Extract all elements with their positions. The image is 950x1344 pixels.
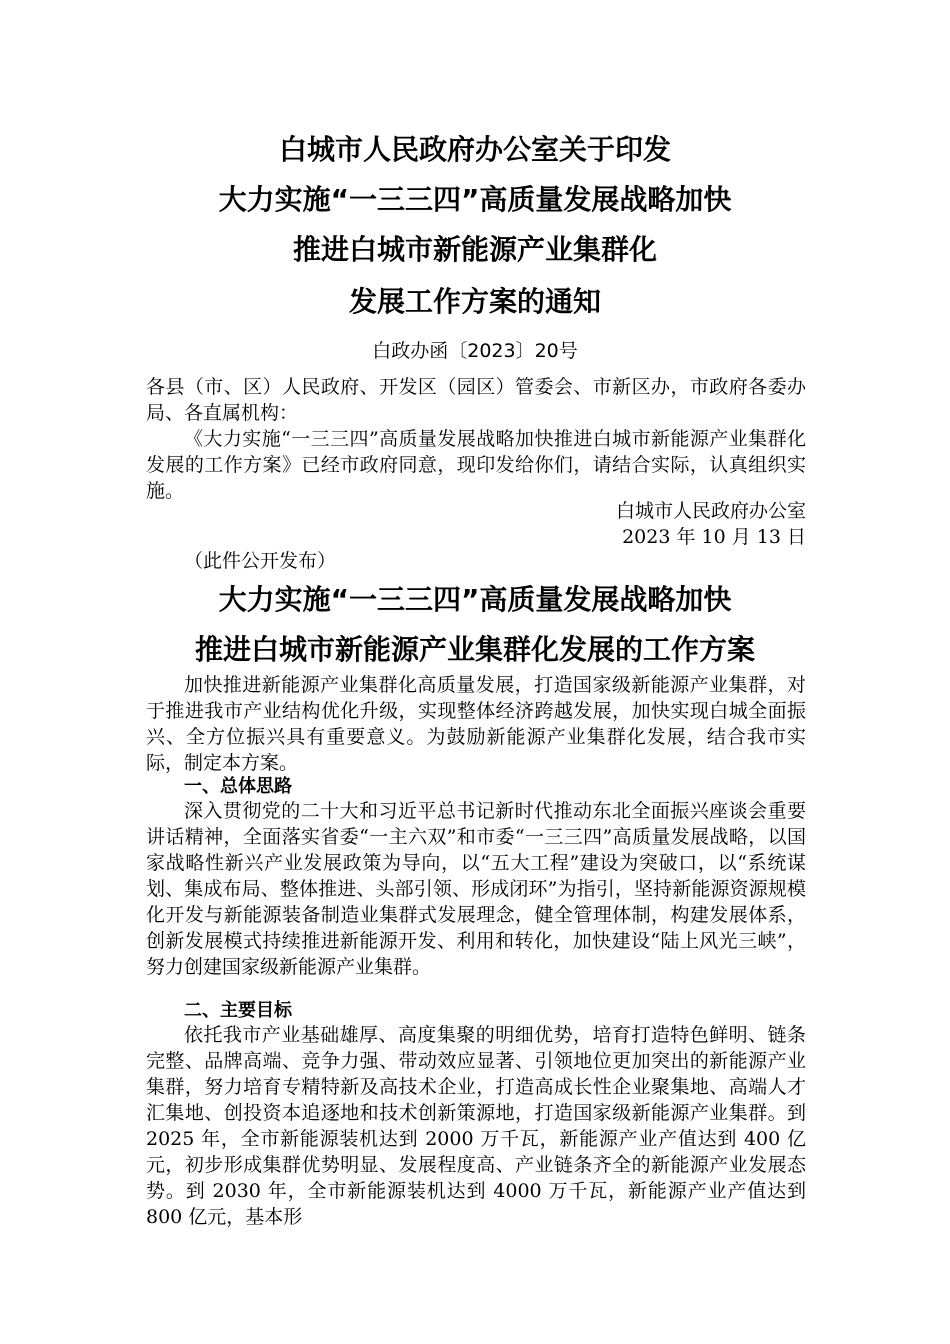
plan-title-line-2: 推进白城市新能源产业集群化发展的工作方案 — [194, 633, 755, 666]
notice-title-line-1: 白城市人民政府办公室关于印发 — [278, 133, 671, 166]
notice-title-line-2: 大力实施“一三三四”高质量发展战略加快 — [218, 183, 732, 216]
issue-date: 2023 年 10 月 13 日 — [622, 526, 806, 548]
section-heading-overall-approach: 一、总体思路 — [184, 776, 292, 797]
plan-title-line-1: 大力实施“一三三四”高质量发展战略加快 — [218, 583, 732, 616]
public-release-note: （此件公开发布） — [184, 550, 337, 572]
notice-title-line-3: 推进白城市新能源产业集群化 — [292, 233, 657, 266]
plan-intro-paragraph: 加快推进新能源产业集群化高质量发展，打造国家级新能源产业集群，对于推进我市产业结构优化升级，实现整体经济跨越发展，加快实现白城全面振兴、全方位振兴具有重要意义。为鼓励新能源产业集群化发展，结合我市实际，制定本方案。 — [146, 674, 806, 774]
issuer-name: 白城市人民政府办公室 — [615, 500, 806, 522]
section-text-overall-approach: 深入贯彻党的二十大和习近平总书记新时代推动东北全面振兴座谈会重要讲话精神，全面落实省委“一主六双”和市委“一三三四”高质量发展战略，以国家战略性新兴产业发展政策为导向，以“五大工程”建设为突破口，以“系统谋划、集成布局、整体推进、头部引领、形成闭环”为指引，坚持新能源资源规模化开发与新能源装备制造业集群式发展理念，健全管理体制，构建发展体系，创新发展模式持续推进新能源开发、利用和转化，加快建设“陆上风光三峡”，努力创建国家级新能源产业集群。 — [146, 800, 806, 978]
document-number: 白政办函〔2023〕20号 — [372, 340, 578, 362]
notice-body-text: 《大力实施“一三三四”高质量发展战略加快推进白城市新能源产业集群化发展的工作方案》已经市政府同意，现印发给你们，请结合实际，认真组织实施。 — [146, 428, 806, 502]
recipients-text: 各县（市、区）人民政府、开发区（园区）管委会、市新区办，市政府各委办局、各直属机构： — [146, 376, 806, 424]
notice-title-line-4: 发展工作方案的通知 — [348, 285, 601, 318]
section-text-main-goals: 依托我市产业基础雄厚、高度集聚的明细优势，培育打造特色鲜明、链条完整、品牌高端、竞争力强、带动效应显著、引领地位更加突出的新能源产业集群，努力培育专精特新及高技术企业，打造高成长性企业聚集地、高端人才汇集地、创投资本追逐地和技术创新策源地，打造国家级新能源产业集群。到 2025 年，全市新能源装机达到 2000 万千瓦，新能源产业产值达到 400 亿元，初步形成集群优势明显、发展程度高、产业链条齐全的新能源产业发展态势。到 2030 年，全市新能源装机达到 4000 万千瓦，新能源产业产值达到 800 亿元，基本形 — [146, 1024, 806, 1228]
section-heading-main-goals: 二、主要目标 — [184, 1000, 292, 1021]
